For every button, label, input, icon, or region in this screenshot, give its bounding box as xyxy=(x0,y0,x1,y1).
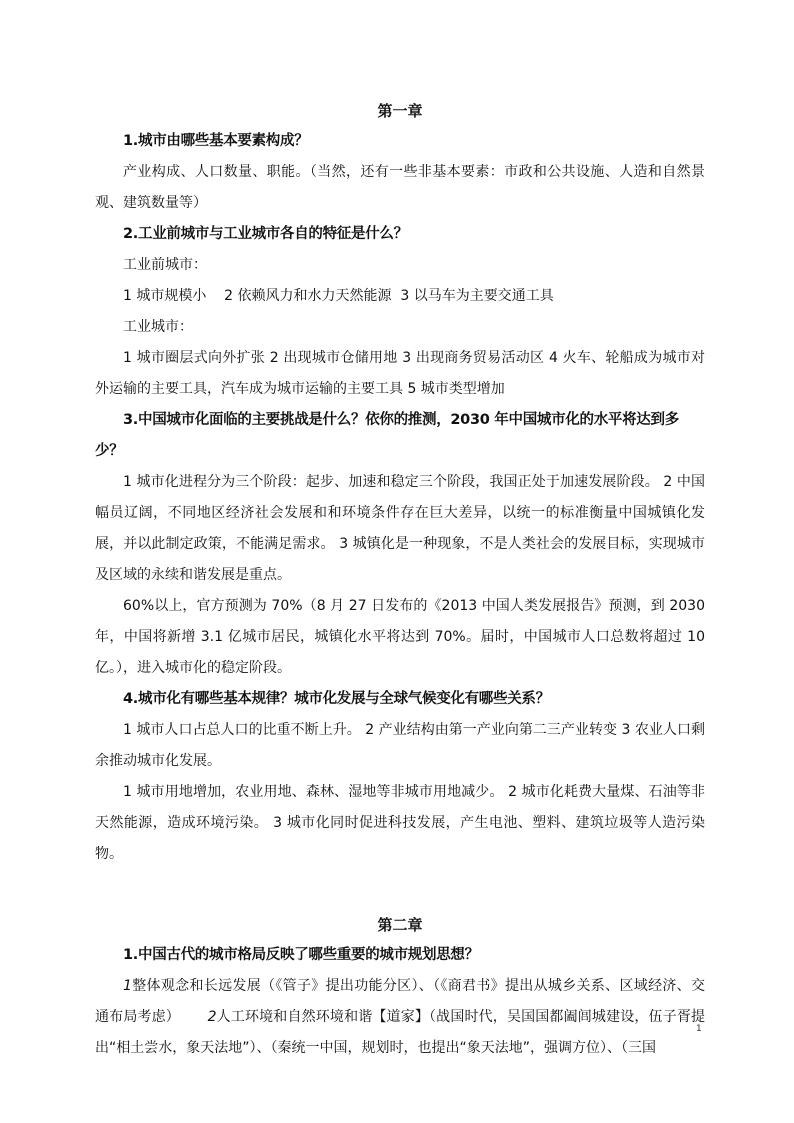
answer-2-1-paragraph xyxy=(95,971,705,1064)
answer-2-1-item-2-text: 人工环境和自然环境和谐【道家】（战国时代，吴国国都阖闾城建设，伍子胥提出“相土尝水，象天法地”）、（秦统一中国，规划时，也提出“象天法地”，强调方位）、（三国 xyxy=(95,1009,706,1056)
chapter-gap xyxy=(95,870,705,910)
answer-1-1: 产业构成、人口数量、职能。（当然，还有一些非基本要素：市政和公共设施、人造和自然景观、建筑数量等） xyxy=(95,164,705,211)
question-2-1: 1.中国古代的城市格局反映了哪些重要的城市规划思想？ xyxy=(123,947,479,963)
answer-1-4-paragraph-1: 1 城市人口占总人口的比重不断上升。 2 产业结构由第一产业向第二三产业转变 3 农业人口剩余推动城市化发展。 xyxy=(95,722,705,769)
answer-1-4-paragraph-2: 1 城市用地增加，农业用地、森林、湿地等非城市用地减少。 2 城市化耗费大量煤、石油等非天然能源，造成环境污染。 3 城市化同时促进科技发展，产生电池、塑料、建筑垃圾等人造污染物。 xyxy=(95,784,705,862)
page-content xyxy=(95,96,705,1064)
answer-1-3-paragraph-1: 1 城市化进程分为三个阶段：起步、加速和稳定三个阶段，我国正处于加速发展阶段。 2 中国幅员辽阔，不同地区经济社会发展和和环境条件存在巨大差异，以统一的标准衡量中国城镇化发展，并以此制定政策，不能满足需求。 3 城镇化是一种现象，不是人类社会的发展目标，实现城市及区域的永续和谐发展是重点。 xyxy=(95,474,705,583)
answer-1-3-paragraph-2: 60%以上，官方预测为 70%（8 月 27 日发布的《2013 中国人类发展报告》预测，到 2030 年，中国将新增 3.1 亿城市居民，城镇化水平将达到 70%。届时，中国城市人口总数将超过 10 亿。），进入城市化的稳定阶段。 xyxy=(95,598,705,676)
answer-2-1-item-2-number: 2 xyxy=(207,1009,217,1025)
question-1-3: 3.中国城市化面临的主要挑战是什么？依你的推测，2030 年中国城市化的水平将达到多少？ xyxy=(95,412,679,459)
question-1-4: 4.城市化有哪些基本规律？城市化发展与全球气候变化有哪些关系？ xyxy=(123,691,550,707)
answer-2-1-item-1-text: 整体观念和长远发展（《管子》提出功能分区）、（《商君书》提出从城乡关系、区域经济、交通布局考虑） xyxy=(95,978,705,1025)
answer-2-1-item-1-number: 1 xyxy=(123,978,132,994)
question-1-1: 1.城市由哪些基本要素构成？ xyxy=(123,133,309,149)
answer-1-2-list-preindustrial: 1 城市规模小 2 依赖风力和水力天然能源 3 以马车为主要交通工具 xyxy=(123,288,554,304)
page-number: 1 xyxy=(696,1024,702,1034)
answer-1-2-list-industrial: 1 城市圈层式向外扩张 2 出现城市仓储用地 3 出现商务贸易活动区 4 火车、轮船成为城市对外运输的主要工具，汽车成为城市运输的主要工具 5 城市类型增加 xyxy=(95,350,705,397)
answer-1-2-heading-preindustrial: 工业前城市： xyxy=(123,257,207,273)
chapter-1-title: 第一章 xyxy=(377,102,423,120)
answer-1-2-heading-industrial: 工业城市： xyxy=(123,319,193,335)
chapter-2-title: 第二章 xyxy=(377,916,423,934)
question-1-2: 2.工业前城市与工业城市各自的特征是什么？ xyxy=(123,226,408,242)
